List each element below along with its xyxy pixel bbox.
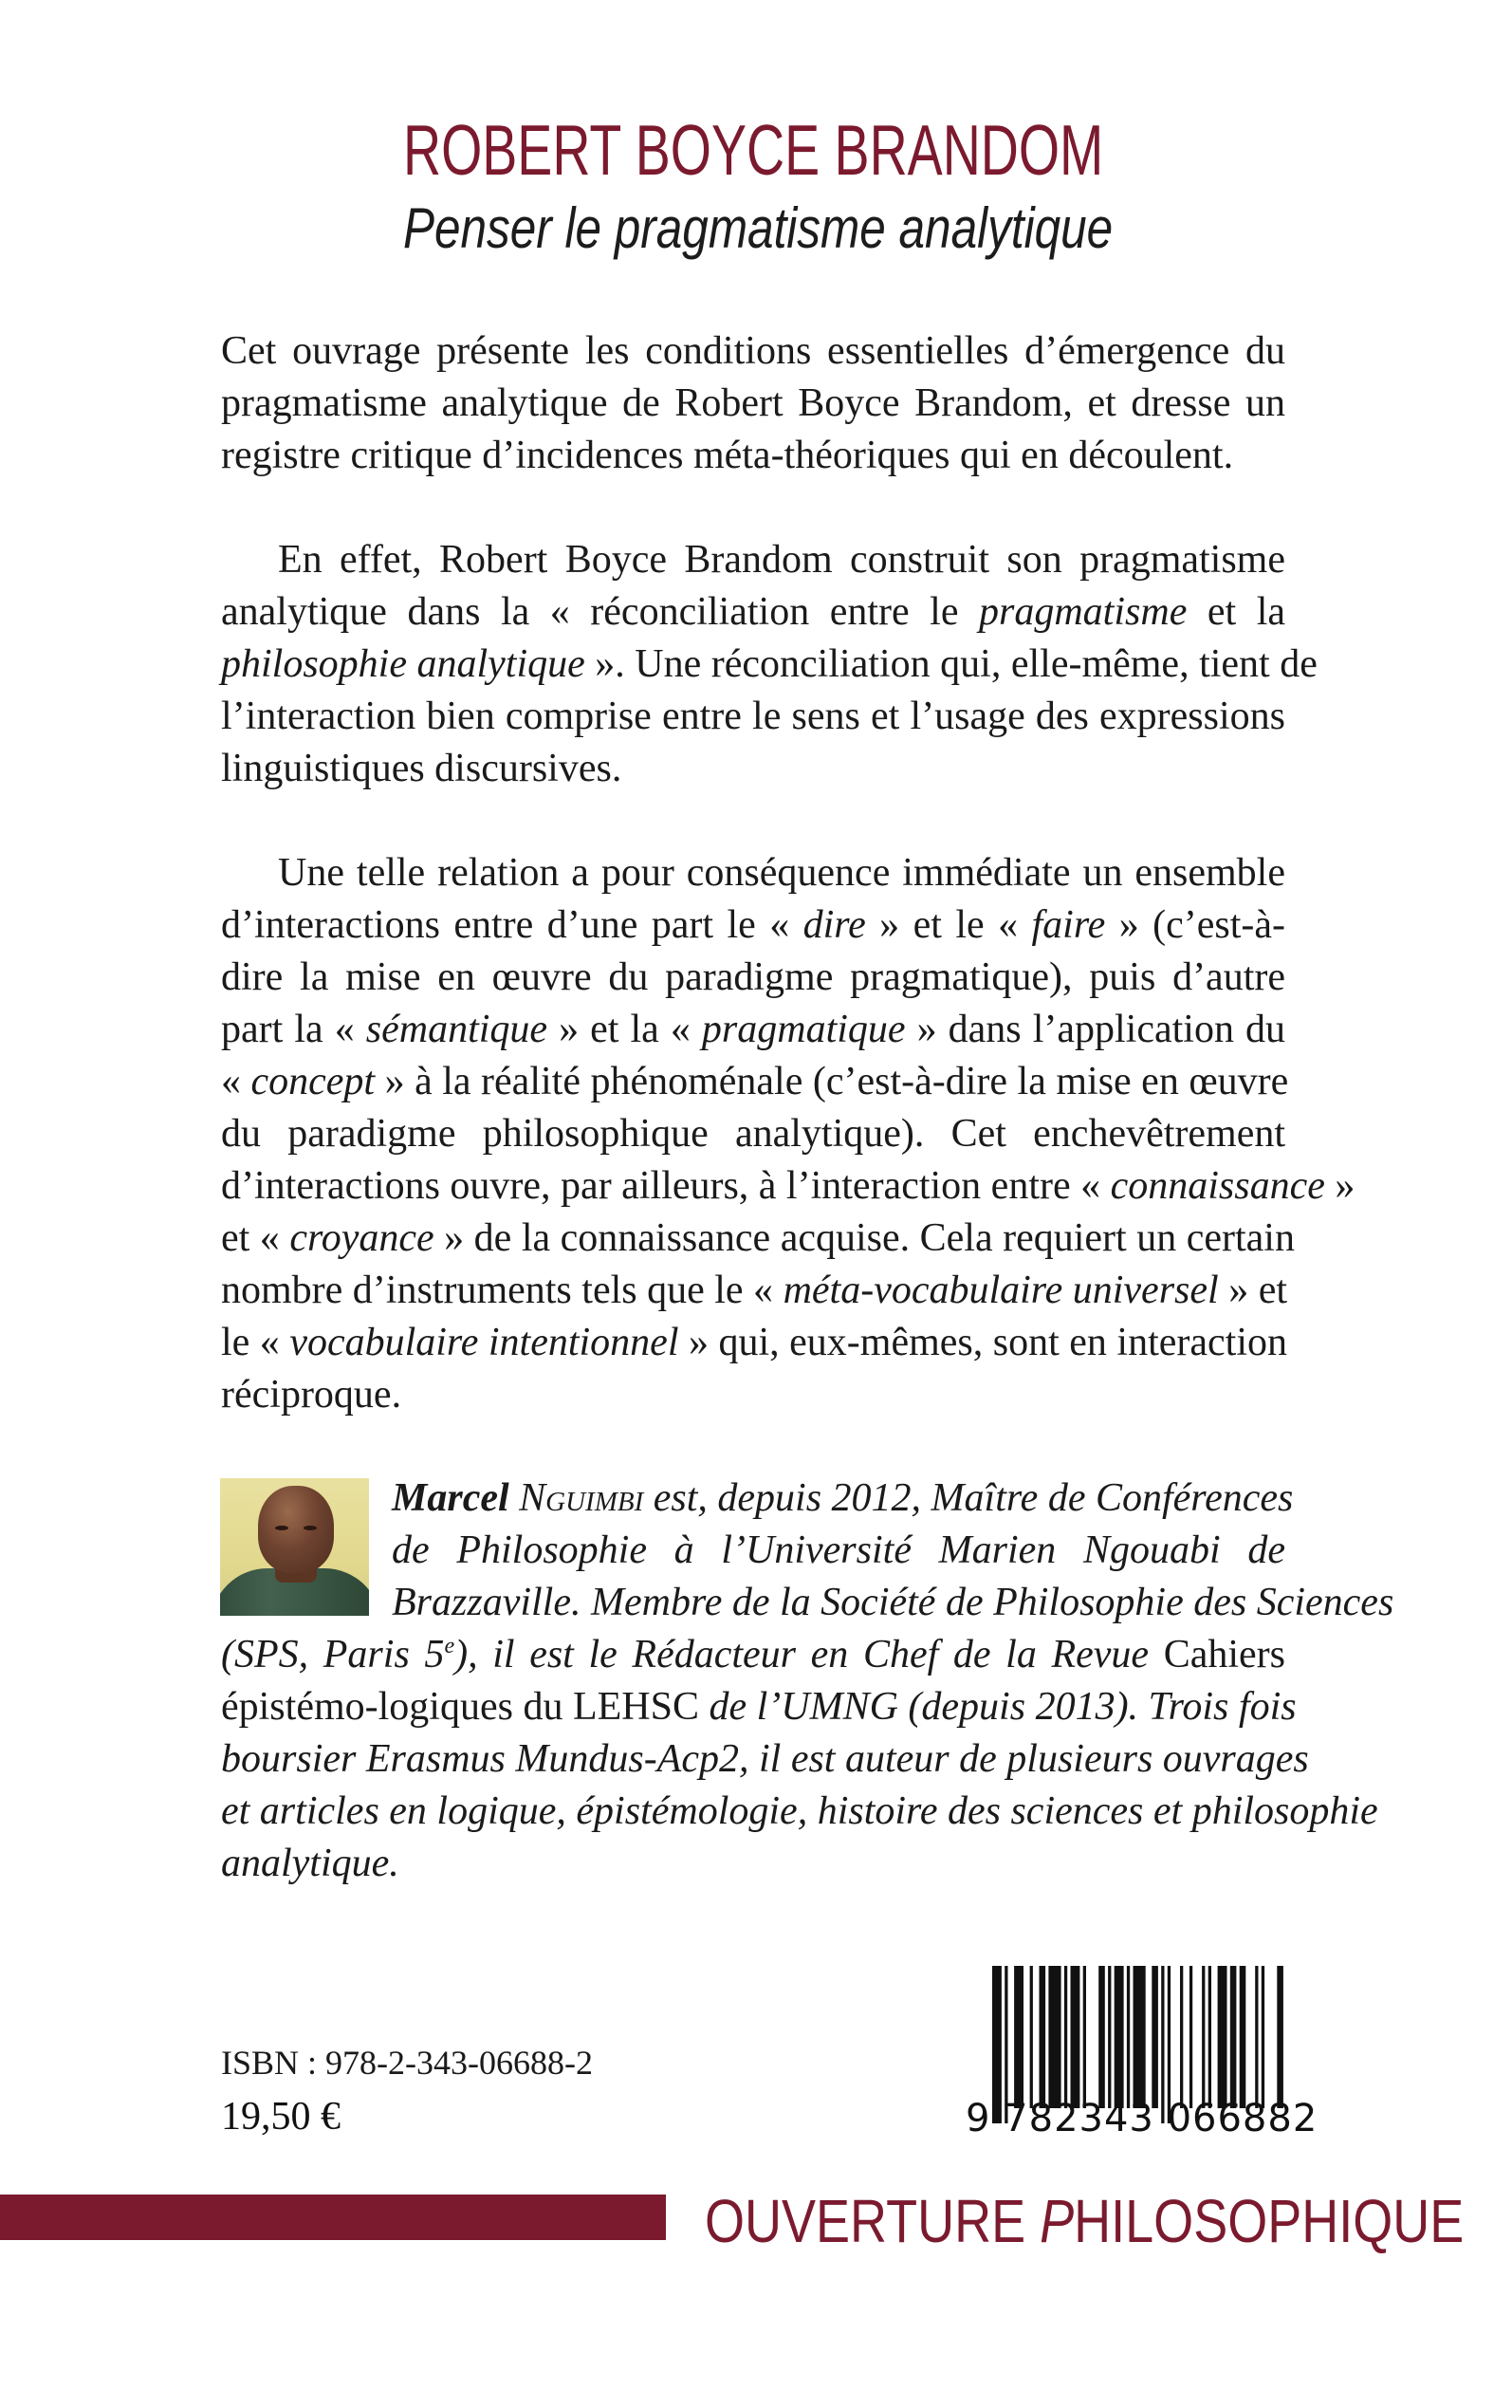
paragraph-3-line: du paradigme philosophique analytique). Cet enchevêtrement (221, 1112, 1285, 1156)
series-initial-p: P (1040, 2187, 1075, 2255)
barcode-digits: 9 782343 066882 (966, 2097, 1318, 2140)
paragraph-2-line: l’interaction bien comprise entre le sens et l’usage des expressions (221, 695, 1285, 738)
bio-line: (SPS, Paris 5e), il est le Rédacteur en Chef de la Revue Cahiers (221, 1633, 1285, 1676)
paragraph-3-line: « concept » à la réalité phénoménale (c’est-à-dire la mise en œuvre (221, 1060, 1289, 1103)
paragraph-2-line: linguistiques discursives. (221, 747, 622, 790)
paragraph-3-line: Une telle relation a pour conséquence immédiate un ensemble (278, 851, 1285, 895)
series-word-philosophique: HILOSOPHIQUE (1074, 2187, 1465, 2255)
paragraph-3-line: dire la mise en œuvre du paradigme pragmatique), puis d’autre (221, 955, 1285, 999)
paragraph-3-line: d’interactions entre d’une part le « dire » et le « faire » (c’est-à- (221, 903, 1285, 947)
paragraph-2-line: analytique dans la « réconciliation entre le pragmatisme et la (221, 590, 1285, 634)
book-title: ROBERT BOYCE BRANDOM (403, 110, 1104, 190)
series-word-ouverture: OUVERTURE (705, 2187, 1041, 2255)
bio-line: boursier Erasmus Mundus-Acp2, il est auteur de plusieurs ouvrages (221, 1737, 1309, 1781)
series-band (0, 2195, 666, 2240)
bio-line: Marcel Nguimbi est, depuis 2012, Maître de Conférences (392, 1476, 1294, 1520)
paragraph-3-line: d’interactions ouvre, par ailleurs, à l’interaction entre « connaissance » (221, 1164, 1355, 1208)
isbn-label: ISBN : 978-2-343-06688-2 (221, 2044, 593, 2082)
paragraph-2-line: philosophie analytique ». Une réconciliation qui, elle-même, tient de (221, 642, 1318, 686)
bio-line: analytique. (221, 1842, 399, 1885)
price-label: 19,50 € (221, 2095, 341, 2139)
book-subtitle: Penser le pragmatisme analytique (403, 196, 1114, 260)
paragraph-3-line: part la « sémantique » et la « pragmatique » dans l’application du (221, 1008, 1285, 1051)
series-name (705, 2188, 1464, 2254)
paragraph-3-line: et « croyance » de la connaissance acquise. Cela requiert un certain (221, 1216, 1295, 1260)
paragraph-1-line: registre critique d’incidences méta-théoriques qui en découlent. (221, 434, 1234, 477)
paragraph-3-line: réciproque. (221, 1373, 402, 1417)
paragraph-1-line: pragmatisme analytique de Robert Boyce Brandom, et dresse un (221, 381, 1285, 425)
bio-line: épistémo-logiques du LEHSC de l’UMNG (depuis 2013). Trois fois (221, 1685, 1297, 1729)
paragraph-3-line: le « vocabulaire intentionnel » qui, eux-mêmes, sont en interaction (221, 1321, 1288, 1364)
bio-line: et articles en logique, épistémologie, histoire des sciences et philosophie (221, 1789, 1378, 1833)
paragraph-1-line: Cet ouvrage présente les conditions essentielles d’émergence du (221, 329, 1285, 373)
paragraph-2-line: En effet, Robert Boyce Brandom construit son pragmatisme (278, 538, 1285, 582)
bio-line: de Philosophie à l’Université Marien Ngouabi de (392, 1528, 1285, 1572)
bio-line: Brazzaville. Membre de la Société de Philosophie des Sciences (392, 1581, 1394, 1624)
paragraph-3-line: nombre d’instruments tels que le « méta-vocabulaire universel » et (221, 1269, 1288, 1312)
